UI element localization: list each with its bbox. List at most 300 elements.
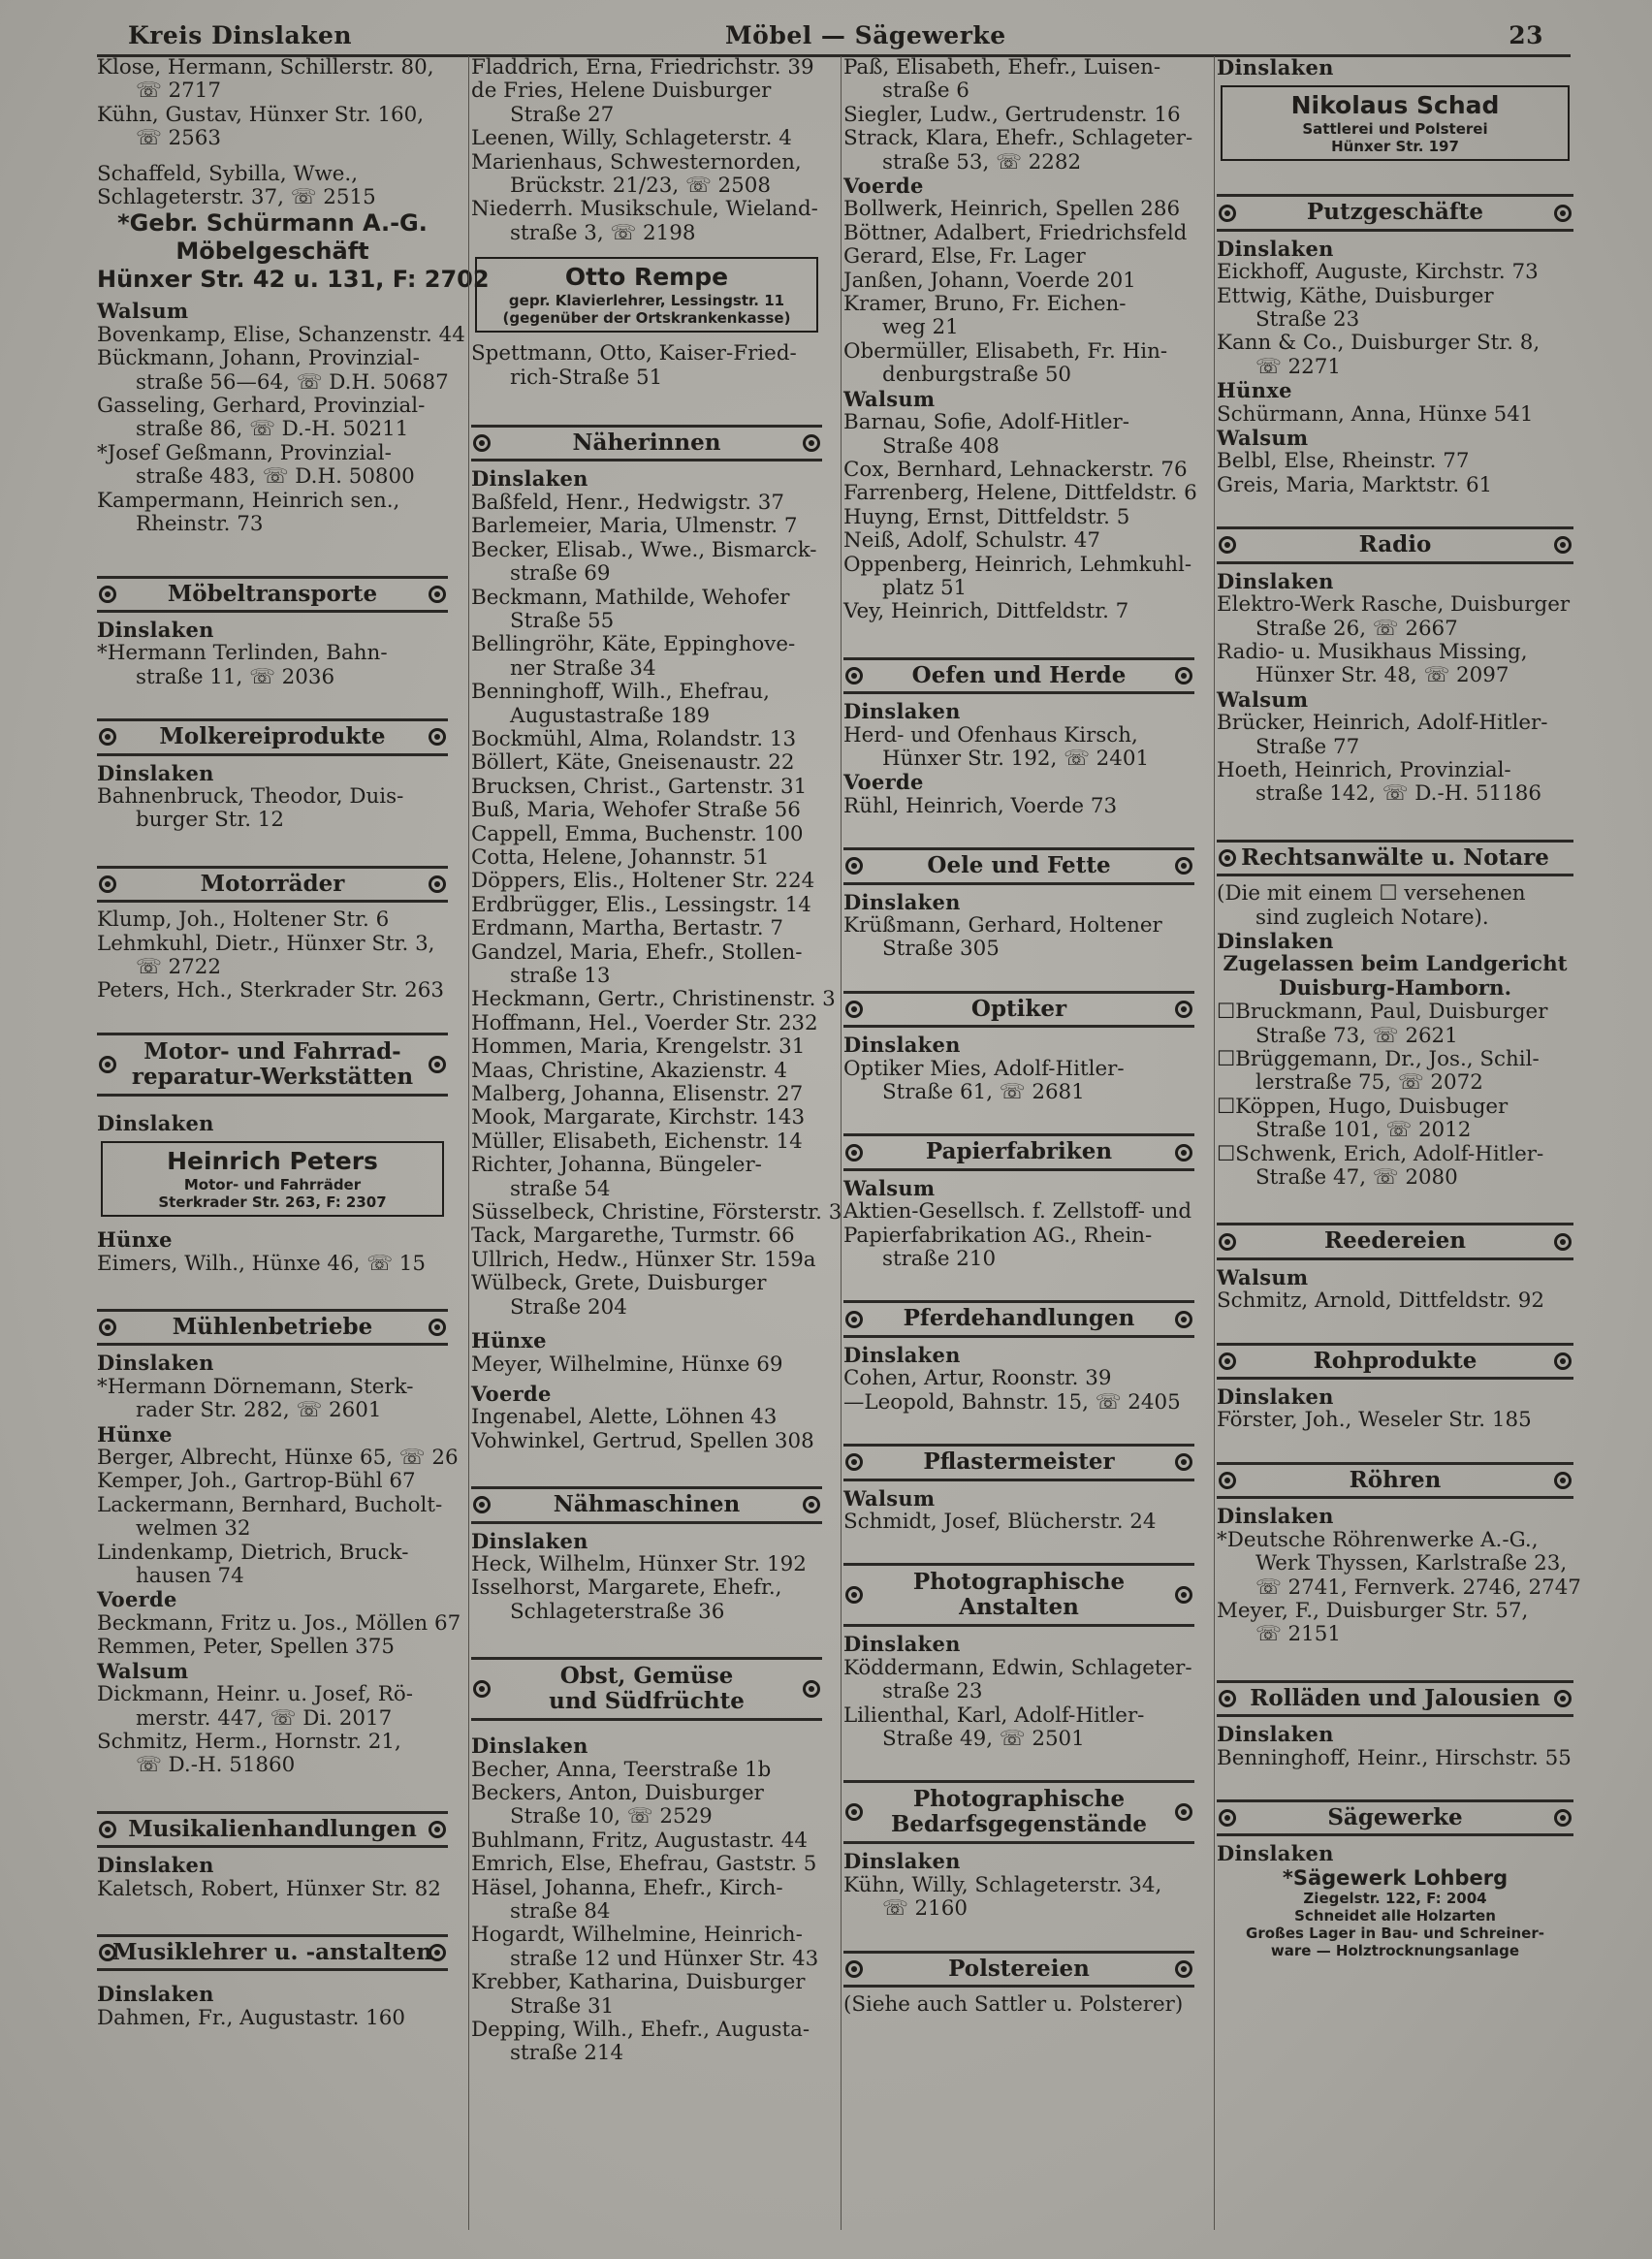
entry: Peters, Hch., Sterkrader Str. 263	[97, 978, 444, 1003]
entry: Köddermann, Edwin, Schlageter-	[843, 1655, 1192, 1680]
category-heading: Papierfabriken	[843, 1133, 1194, 1170]
entry-cont: straße 6	[882, 79, 969, 104]
entry: Lackermann, Bernhard, Bucholt-	[97, 1492, 443, 1517]
column-2	[468, 55, 842, 2230]
city-heading: Hünxe	[1217, 378, 1292, 403]
city-heading: Dinslaken	[97, 617, 214, 642]
category-heading: Röhren	[1217, 1462, 1573, 1499]
entry: Erdbrügger, Elis., Lessingstr. 14	[471, 892, 811, 917]
entry: Baßfeld, Henr., Hedwigstr. 37	[471, 490, 784, 515]
category-heading: Photographische Anstalten	[843, 1563, 1194, 1627]
ornament-icon	[99, 1319, 116, 1336]
entry-cont: Straße 77	[1255, 734, 1360, 759]
entry: Kühn, Gustav, Hünxer Str. 160,	[97, 102, 425, 127]
ad-schuermann-type: Möbelgeschäft	[175, 238, 369, 266]
ornament-icon	[99, 586, 116, 603]
entry: Böttner, Adalbert, Friedrichsfeld	[843, 220, 1188, 245]
running-head-left: Kreis Dinslaken	[128, 21, 353, 49]
city-heading: Dinslaken	[843, 889, 961, 914]
ornament-icon	[429, 1944, 446, 1961]
entry: *Deutsche Röhrenwerke A.-G.,	[1217, 1527, 1539, 1552]
ornament-icon	[1219, 1472, 1236, 1489]
entry: Buß, Maria, Wehofer Straße 56	[471, 798, 801, 823]
entry: Krebber, Katharina, Duisburger	[471, 1970, 806, 1995]
entry: Becker, Elisab., Wwe., Bismarck-	[471, 537, 817, 562]
entry: Papierfabrikation AG., Rhein-	[843, 1223, 1153, 1248]
city-heading: Dinslaken	[97, 1853, 214, 1878]
entry-cont: straße 12 und Hünxer Str. 43	[510, 1946, 819, 1971]
entry: Huyng, Ernst, Dittfeldstr. 5	[843, 504, 1130, 529]
entry: Marienhaus, Schwesternorden,	[471, 149, 802, 175]
category-heading: Reedereien	[1217, 1223, 1573, 1259]
entry-cont: straße 86, ☏ D.-H. 50211	[136, 417, 409, 442]
category-heading: Optiker	[843, 991, 1194, 1028]
ornament-icon	[1554, 536, 1572, 554]
ornament-icon	[845, 1001, 863, 1018]
entry-cont: ☏ D.-H. 51860	[136, 1753, 296, 1778]
entry-cont: Straße 31	[510, 1993, 615, 2019]
entry: Herd- und Ofenhaus Kirsch,	[843, 722, 1138, 748]
ornament-icon	[1219, 1690, 1236, 1707]
entry: Isselhorst, Margarete, Ehefr.,	[471, 1575, 782, 1601]
ornament-icon	[1554, 205, 1572, 222]
entry: Hommen, Maria, Krengelstr. 31	[471, 1034, 806, 1060]
entry: Niederrh. Musikschule, Wieland-	[471, 197, 818, 222]
ornament-icon	[1175, 857, 1192, 875]
entry: Beckmann, Fritz u. Jos., Möllen 67	[97, 1610, 461, 1636]
entry-cont: burger Str. 12	[136, 808, 285, 833]
entry: Schaffeld, Sybilla, Wwe.,	[97, 161, 359, 186]
entry: Hogardt, Wilhelmine, Heinrich-	[471, 1923, 803, 1948]
entry: Bockmühl, Alma, Rolandstr. 13	[471, 726, 797, 751]
entry-cont: straße 69	[510, 561, 611, 587]
entry: *Hermann Terlinden, Bahn-	[97, 641, 388, 666]
category-heading: Musikalienhandlungen	[97, 1811, 448, 1848]
ornament-icon	[803, 1496, 820, 1513]
entry: Döppers, Elis., Holtener Str. 224	[471, 869, 815, 894]
entry: *Hermann Dörnemann, Sterk-	[97, 1374, 414, 1399]
entry: Strack, Klara, Ehefr., Schlageter-	[843, 126, 1193, 151]
category-heading: Rolläden und Jalousien	[1217, 1680, 1573, 1717]
entry-cont: ☏ 2151	[1255, 1622, 1341, 1647]
entry-cont: Straße 47, ☏ 2080	[1255, 1165, 1458, 1191]
entry-cont: straße 54	[510, 1176, 611, 1201]
ornament-icon	[1554, 1690, 1572, 1707]
column-4	[1214, 55, 1581, 2230]
entry: Bellingröhr, Käte, Eppinghove-	[471, 632, 796, 657]
entry-cont: straße 214	[510, 2041, 624, 2066]
entry: Cox, Bernhard, Lehnackerstr. 76	[843, 457, 1188, 482]
entry-cont: Hünxer Str. 48, ☏ 2097	[1255, 663, 1509, 688]
entry: Vohwinkel, Gertrud, Spellen 308	[471, 1428, 814, 1453]
city-heading: Dinslaken	[97, 760, 214, 785]
entry-cont: Straße 305	[882, 937, 1000, 962]
entry-cont: Schlageterstraße 36	[510, 1599, 725, 1624]
city-heading: Dinslaken	[843, 1632, 961, 1657]
category-heading: Radio	[1217, 526, 1573, 563]
entry: Krüßmann, Gerhard, Holtener	[843, 913, 1162, 938]
entry: Kemper, Joh., Gartrop-Bühl 67	[97, 1469, 416, 1494]
entry: ☐Köppen, Hugo, Duisbuger	[1217, 1094, 1509, 1119]
page-number: 23	[1509, 21, 1543, 49]
entry: (Siehe auch Sattler u. Polsterer)	[843, 1991, 1184, 2017]
entry: Lehmkuhl, Dietr., Hünxer Str. 3,	[97, 931, 435, 956]
city-heading: Dinslaken	[1217, 568, 1334, 593]
entry: Barlemeier, Maria, Ulmenstr. 7	[471, 514, 798, 539]
entry-cont: platz 51	[882, 575, 968, 600]
entry: ☐Bruckmann, Paul, Duisburger	[1217, 1000, 1548, 1025]
entry: Häsel, Johanna, Ehefr., Kirch-	[471, 1875, 783, 1900]
advert-line: (gegenüber der Ortskrankenkasse)	[502, 309, 791, 328]
city-heading: Hünxe	[97, 1227, 173, 1253]
category-heading: Rechtsanwälte u. Notare	[1217, 840, 1573, 876]
ornament-icon	[1219, 536, 1236, 554]
city-heading: Hünxe	[97, 1421, 173, 1447]
entry: Förster, Joh., Weseler Str. 185	[1217, 1408, 1532, 1433]
entry: Vey, Heinrich, Dittfeldstr. 7	[843, 599, 1129, 624]
category-heading: Putzgeschäfte	[1217, 194, 1573, 231]
entry: Ullrich, Hedw., Hünxer Str. 159a	[471, 1247, 816, 1272]
entry-cont: ☏ 2271	[1255, 354, 1341, 379]
entry: (Die mit einem ☐ versehenen	[1217, 881, 1526, 907]
entry: *Josef Geßmann, Provinzial-	[97, 440, 392, 465]
ornament-icon	[429, 1056, 446, 1073]
entry: Radio- u. Musikhaus Missing,	[1217, 639, 1528, 664]
ornament-icon	[1219, 1233, 1236, 1251]
entry: Paß, Elisabeth, Ehefr., Luisen-	[843, 55, 1161, 80]
city-heading: Dinslaken	[1217, 55, 1334, 80]
city-heading: Dinslaken	[843, 1342, 961, 1367]
entry: Cotta, Helene, Johannstr. 51	[471, 844, 770, 870]
entry: Fladdrich, Erna, Friedrichstr. 39	[471, 55, 814, 80]
category-heading: Rohprodukte	[1217, 1343, 1573, 1380]
note-line: Zugelassen beim Landgericht	[1223, 952, 1568, 977]
advert-name: Otto Rempe	[564, 263, 729, 292]
ad-schuermann-name: *Gebr. Schürmann A.-G.	[117, 209, 428, 238]
city-heading: Dinslaken	[97, 1110, 214, 1135]
city-heading: Walsum	[843, 386, 936, 411]
entry-cont: Straße 61, ☏ 2681	[882, 1080, 1085, 1105]
category-heading: Mühlenbetriebe	[97, 1309, 448, 1346]
ornament-icon	[1175, 1001, 1192, 1018]
category-heading: Motorräder	[97, 866, 448, 903]
entry: Lindenkamp, Dietrich, Bruck-	[97, 1540, 409, 1565]
advert-line: gepr. Klavierlehrer, Lessingstr. 11	[508, 292, 785, 310]
ornament-icon	[1219, 205, 1236, 222]
advert-schad	[1221, 85, 1570, 161]
ornament-icon	[1175, 1144, 1192, 1161]
entry: Oppenberg, Heinrich, Lehmkuhl-	[843, 552, 1192, 577]
entry: Farrenberg, Helene, Dittfeldstr. 6	[843, 481, 1197, 506]
city-heading: Voerde	[97, 1587, 177, 1612]
city-heading: Dinslaken	[471, 1734, 588, 1759]
city-heading: Walsum	[1217, 426, 1309, 451]
ornament-icon	[845, 1960, 863, 1978]
entry-cont: straße 84	[510, 1899, 611, 1924]
entry: ☐Brüggemann, Dr., Jos., Schil-	[1217, 1047, 1540, 1071]
entry-cont: Straße 101, ☏ 2012	[1255, 1118, 1472, 1143]
entry: Cohen, Artur, Roonstr. 39	[843, 1366, 1112, 1391]
entry: Lilienthal, Karl, Adolf-Hitler-	[843, 1702, 1145, 1728]
entry: Dickmann, Heinr. u. Josef, Rö-	[97, 1682, 413, 1707]
city-heading: Voerde	[843, 174, 924, 199]
entry: Eimers, Wilh., Hünxe 46, ☏ 15	[97, 1251, 426, 1276]
entry-cont: ☏ 2741, Fernverk. 2746, 2747	[1255, 1575, 1581, 1600]
entry: Gandzel, Maria, Ehefr., Stollen-	[471, 939, 803, 965]
entry-cont: straße 13	[510, 964, 611, 988]
advert-rempe	[475, 257, 818, 333]
entry: Richter, Johanna, Büngeler-	[471, 1153, 762, 1178]
entry-cont: denburgstraße 50	[882, 363, 1072, 388]
city-heading: Voerde	[471, 1381, 552, 1406]
entry: Maas, Christine, Akazienstr. 4	[471, 1058, 788, 1083]
entry: Klump, Joh., Holtener Str. 6	[97, 907, 390, 933]
entry-cont: weg 21	[882, 315, 959, 340]
entry-cont: ☏ 2722	[136, 954, 221, 979]
ornament-icon	[1219, 849, 1236, 867]
entry: Kampermann, Heinrich sen.,	[97, 488, 400, 513]
advert-line: Sterkrader Str. 263, F: 2307	[158, 1193, 387, 1212]
ornament-icon	[1219, 1352, 1236, 1370]
entry-cont: lerstraße 75, ☏ 2072	[1255, 1070, 1483, 1096]
entry: Meyer, Wilhelmine, Hünxe 69	[471, 1352, 783, 1377]
city-heading: Dinslaken	[1217, 236, 1334, 261]
entry-cont: Straße 49, ☏ 2501	[882, 1726, 1085, 1751]
entry: Greis, Maria, Marktstr. 61	[1217, 472, 1493, 497]
entry: Wülbeck, Grete, Duisburger	[471, 1271, 767, 1296]
city-heading: Dinslaken	[1217, 928, 1334, 953]
entry: Leenen, Willy, Schlageterstr. 4	[471, 126, 792, 151]
entry-cont: ☏ 2563	[136, 126, 221, 151]
city-heading: Dinslaken	[1217, 1384, 1334, 1410]
ornament-icon	[845, 1453, 863, 1471]
category-heading: Photographische Bedarfsgegenstände	[843, 1780, 1194, 1844]
entry-cont: Straße 10, ☏ 2529	[510, 1804, 713, 1829]
entry-cont: Straße 204	[510, 1294, 627, 1320]
entry-cont: Straße 408	[882, 433, 1000, 459]
entry: Eickhoff, Auguste, Kirchstr. 73	[1217, 260, 1539, 285]
entry-cont: straße 210	[882, 1247, 997, 1272]
ornament-icon	[1554, 1233, 1572, 1251]
entry: Obermüller, Elisabeth, Fr. Hin-	[843, 338, 1168, 364]
entry: Müller, Elisabeth, Eichenstr. 14	[471, 1129, 803, 1154]
ornament-icon	[429, 586, 446, 603]
ornament-icon	[845, 857, 863, 875]
entry: Barnau, Sofie, Adolf-Hitler-	[843, 410, 1129, 435]
entry-cont: merstr. 447, ☏ Di. 2017	[136, 1705, 393, 1731]
category-heading: Molkereiprodukte	[97, 718, 448, 755]
entry-cont: Brückstr. 21/23, ☏ 2508	[510, 174, 771, 199]
ornament-icon	[429, 875, 446, 893]
entry-cont: Straße 73, ☏ 2621	[1255, 1023, 1458, 1048]
city-heading: Dinslaken	[843, 699, 961, 724]
entry: Gasseling, Gerhard, Provinzial-	[97, 394, 426, 419]
ad-saegewerk-line: Ziegelstr. 122, F: 2004	[1303, 1890, 1487, 1908]
ornament-icon	[473, 1496, 491, 1513]
entry: Siegler, Ludw., Gertrudenstr. 16	[843, 102, 1181, 127]
ornament-icon	[429, 1319, 446, 1336]
category-heading: Polstereien	[843, 1951, 1194, 1988]
entry: Becher, Anna, Teerstraße 1b	[471, 1757, 772, 1782]
ornament-icon	[1554, 1809, 1572, 1827]
entry-cont: straße 11, ☏ 2036	[136, 664, 335, 689]
entry: Benninghoff, Wilh., Ehefrau,	[471, 680, 770, 705]
ornament-icon	[99, 875, 116, 893]
entry: Kann & Co., Duisburger Str. 8,	[1217, 331, 1541, 356]
entry-cont: Rheinstr. 73	[136, 512, 264, 537]
city-heading: Dinslaken	[843, 1849, 961, 1874]
entry-cont: straße 483, ☏ D.H. 50800	[136, 464, 415, 490]
entry: Heckmann, Gertr., Christinenstr. 3	[471, 987, 836, 1012]
entry-cont: welmen 32	[136, 1516, 251, 1542]
entry: Schürmann, Anna, Hünxe 541	[1217, 401, 1534, 427]
entry: Ettwig, Käthe, Duisburger	[1217, 283, 1494, 308]
category-heading: Oefen und Herde	[843, 657, 1194, 694]
advert-name: Heinrich Peters	[167, 1147, 378, 1176]
category-heading: Musiklehrer u. -anstalten	[97, 1934, 448, 1971]
ornament-icon	[1175, 1960, 1192, 1978]
ad-saegewerk-name: *Sägewerk Lohberg	[1282, 1865, 1509, 1890]
category-heading: Sägewerke	[1217, 1799, 1573, 1836]
entry: Heck, Wilhelm, Hünxer Str. 192	[471, 1551, 807, 1576]
entry: Malberg, Johanna, Elisenstr. 27	[471, 1082, 804, 1107]
ornament-icon	[845, 1144, 863, 1161]
ad-saegewerk-line: ware — Holztrocknungsanlage	[1270, 1942, 1520, 1960]
entry: Erdmann, Martha, Bertastr. 7	[471, 916, 783, 941]
ad-schuermann-address: Hünxer Str. 42 u. 131, F: 2702	[97, 266, 490, 294]
category-heading: Obst, Gemüse und Südfrüchte	[471, 1657, 822, 1721]
category-heading: Möbeltransporte	[97, 576, 448, 613]
entry-cont: straße 23	[882, 1679, 983, 1704]
entry-cont: Straße 27	[510, 102, 615, 127]
entry-cont: Straße 23	[1255, 307, 1360, 333]
advert-line: Motor- und Fahrräder	[183, 1176, 362, 1194]
ornament-icon	[473, 434, 491, 452]
entry: Süsselbeck, Christine, Försterstr. 3	[471, 1200, 842, 1225]
entry: Benninghoff, Heinr., Hirschstr. 55	[1217, 1745, 1572, 1770]
entry-cont: rich-Straße 51	[510, 365, 663, 390]
entry: Brücker, Heinrich, Adolf-Hitler-	[1217, 711, 1548, 736]
city-heading: Walsum	[1217, 686, 1309, 712]
entry-cont: ☏ 2717	[136, 79, 221, 104]
entry: Depping, Wilh., Ehefr., Augusta-	[471, 2018, 810, 2043]
entry: Schmidt, Josef, Blücherstr. 24	[843, 1509, 1157, 1534]
entry-cont: Straße 55	[510, 608, 615, 633]
advert-name: Nikolaus Schad	[1290, 91, 1500, 120]
entry: de Fries, Helene Duisburger	[471, 79, 772, 104]
entry: Bovenkamp, Elise, Schanzenstr. 44	[97, 322, 465, 347]
entry: Kramer, Bruno, Fr. Eichen-	[843, 292, 1127, 317]
entry: ☐Schwenk, Erich, Adolf-Hitler-	[1217, 1141, 1544, 1166]
entry: Elektro-Werk Rasche, Duisburger	[1217, 592, 1571, 618]
ornament-icon	[99, 728, 116, 746]
entry: Brucksen, Christ., Gartenstr. 31	[471, 774, 808, 799]
city-heading: Walsum	[1217, 1264, 1309, 1289]
entry-cont: hausen 74	[136, 1564, 244, 1589]
city-heading: Dinslaken	[471, 466, 588, 492]
city-heading: Walsum	[843, 1485, 936, 1511]
advert-line: Hünxer Str. 197	[1331, 138, 1459, 156]
city-heading: Dinslaken	[471, 1528, 588, 1553]
running-head	[97, 16, 1571, 57]
entry-cont: Augustastraße 189	[510, 703, 711, 728]
entry: Spettmann, Otto, Kaiser-Fried-	[471, 341, 797, 366]
entry: Hoffmann, Hel., Voerder Str. 232	[471, 1010, 818, 1035]
category-heading: Näherinnen	[471, 425, 822, 461]
entry: Rühl, Heinrich, Voerde 73	[843, 793, 1118, 818]
city-heading: Hünxe	[471, 1328, 547, 1353]
ad-saegewerk-line: Großes Lager in Bau- und Schreiner-	[1246, 1925, 1544, 1943]
entry: Böllert, Käte, Gneisenaustr. 22	[471, 750, 795, 776]
entry: Buhlmann, Fritz, Augustastr. 44	[471, 1828, 808, 1853]
city-heading: Dinslaken	[97, 1982, 214, 2007]
entry: Kühn, Willy, Schlageterstr. 34,	[843, 1872, 1162, 1897]
ad-saegewerk-line: Schneidet alle Holzarten	[1294, 1907, 1496, 1925]
entry-cont: straße 142, ☏ D.-H. 51186	[1255, 781, 1541, 807]
ornament-icon	[1554, 1472, 1572, 1489]
entry: Schmitz, Herm., Hornstr. 21,	[97, 1729, 401, 1754]
entry-cont: ner Straße 34	[510, 655, 656, 681]
ornament-icon	[99, 1056, 116, 1073]
category-heading: Nähmaschinen	[471, 1486, 822, 1523]
entry: Beckmann, Mathilde, Wehofer	[471, 585, 790, 610]
entry: Kaletsch, Robert, Hünxer Str. 82	[97, 1876, 441, 1901]
category-heading: Oele und Fette	[843, 847, 1194, 884]
entry: Optiker Mies, Adolf-Hitler-	[843, 1056, 1125, 1081]
entry: Mook, Margarate, Kirchstr. 143	[471, 1105, 806, 1130]
entry: Beckers, Anton, Duisburger	[471, 1780, 764, 1805]
entry-cont: Werk Thyssen, Karlstraße 23,	[1255, 1551, 1568, 1576]
entry: Janßen, Johann, Voerde 201	[843, 268, 1136, 293]
advert-line: Sattlerei und Polsterei	[1302, 120, 1488, 139]
entry: Bückmann, Johann, Provinzial-	[97, 346, 420, 371]
entry: Bahnenbruck, Theodor, Duis-	[97, 783, 404, 809]
running-head-center: Möbel — Sägewerke	[725, 21, 1006, 49]
ornament-icon	[1175, 1453, 1192, 1471]
entry-cont: straße 53, ☏ 2282	[882, 149, 1082, 175]
entry-cont: ☏ 2160	[882, 1896, 968, 1922]
ornament-icon	[1175, 1311, 1192, 1328]
category-heading: Motor- und Fahrrad- reparatur-Werkstätten	[97, 1033, 448, 1097]
category-heading: Pflastermeister	[843, 1444, 1194, 1480]
ornament-icon	[429, 1821, 446, 1838]
city-heading: Walsum	[97, 299, 189, 324]
ornament-icon	[99, 1821, 116, 1838]
category-heading: Pferdehandlungen	[843, 1300, 1194, 1337]
city-heading: Dinslaken	[1217, 1504, 1334, 1529]
entry: Dahmen, Fr., Augustastr. 160	[97, 2005, 406, 2030]
entry: Schmitz, Arnold, Dittfeldstr. 92	[1217, 1289, 1545, 1314]
column-3	[841, 55, 1197, 2230]
city-heading: Walsum	[97, 1658, 189, 1683]
entry: Meyer, F., Duisburger Str. 57,	[1217, 1598, 1529, 1623]
note-line: Duisburg-Hamborn.	[1278, 975, 1512, 1001]
entry-cont: sind zugleich Notare).	[1255, 905, 1489, 930]
entry: Belbl, Else, Rheinstr. 77	[1217, 449, 1470, 474]
entry: Remmen, Peter, Spellen 375	[97, 1635, 395, 1660]
ornament-icon	[1175, 667, 1192, 684]
entry-cont: Schlageterstr. 37, ☏ 2515	[97, 185, 376, 210]
entry-cont: Straße 26, ☏ 2667	[1255, 616, 1458, 641]
ornament-icon	[845, 667, 863, 684]
entry: Ingenabel, Alette, Löhnen 43	[471, 1405, 778, 1430]
entry: Gerard, Else, Fr. Lager	[843, 244, 1086, 270]
entry: Bollwerk, Heinrich, Spellen 286	[843, 197, 1181, 222]
entry: Tack, Margarethe, Turmstr. 66	[471, 1224, 795, 1249]
advert-peters	[101, 1141, 444, 1217]
city-heading: Dinslaken	[1217, 1722, 1334, 1747]
entry: Emrich, Else, Ehefrau, Gaststr. 5	[471, 1852, 817, 1877]
